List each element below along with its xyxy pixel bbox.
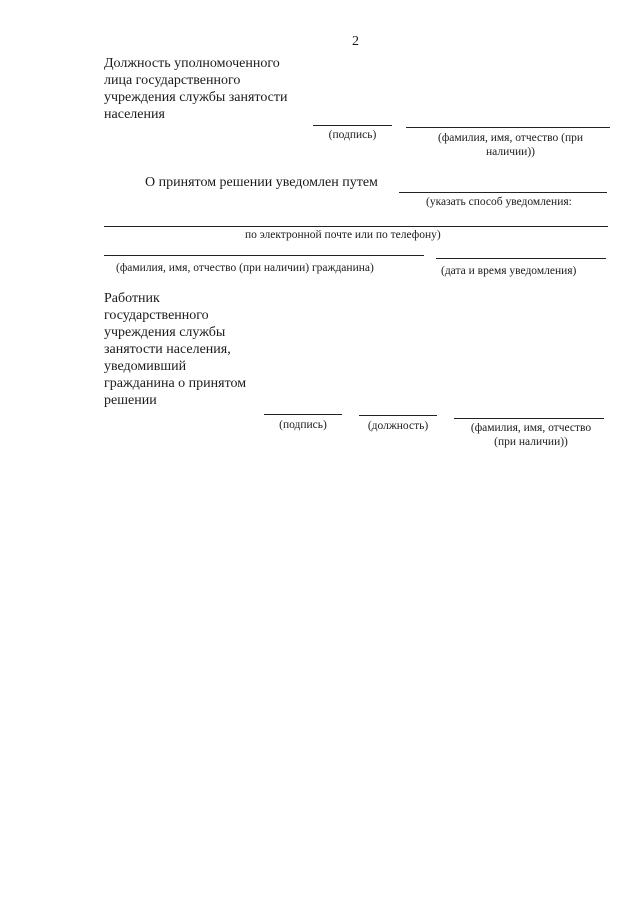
worker-position-line — [359, 415, 437, 416]
official-signature-caption: (подпись) — [328, 129, 377, 141]
worker-title-line: Работник — [104, 291, 160, 306]
official-signature-line — [313, 125, 392, 126]
official-title-line: лица государственного — [104, 73, 241, 88]
notification-statement: О принятом решении уведомлен путем — [145, 175, 378, 190]
citizen-name-caption: (фамилия, имя, отчество (при наличии) гражданина) — [116, 262, 374, 274]
notification-method-continuation-line — [104, 226, 608, 227]
worker-position-caption: (должность) — [367, 420, 429, 432]
worker-name-caption — [454, 421, 608, 449]
notification-method-line — [399, 192, 607, 193]
worker-title — [104, 290, 246, 409]
official-name-caption — [413, 131, 608, 159]
worker-signature-line — [264, 414, 342, 415]
worker-signature-caption: (подпись) — [279, 419, 327, 431]
official-title-line: населения — [104, 107, 165, 122]
notification-method-caption-continued: по электронной почте или по телефону) — [245, 229, 441, 241]
worker-name-caption-line: (фамилия, имя, отчество — [470, 422, 592, 434]
official-name-line — [406, 127, 610, 128]
notification-method-caption: (указать способ уведомления: — [426, 196, 572, 208]
official-name-caption-line: (фамилия, имя, отчество (при — [437, 132, 583, 144]
citizen-name-line — [104, 255, 424, 256]
notification-datetime-caption: (дата и время уведомления) — [441, 265, 577, 277]
official-position-title — [104, 55, 288, 123]
official-title-line: учреждения службы занятости — [104, 90, 288, 105]
worker-title-line: гражданина о принятом — [104, 376, 247, 391]
notification-datetime-line — [436, 258, 606, 259]
worker-title-line: решении — [104, 393, 157, 408]
page-number: 2 — [352, 34, 359, 49]
official-name-caption-line: наличии)) — [485, 146, 535, 158]
worker-name-line — [454, 418, 604, 419]
worker-title-line: занятости населения, — [104, 342, 231, 357]
worker-title-line: учреждения службы — [104, 325, 226, 340]
worker-title-line: государственного — [104, 308, 209, 323]
official-title-line: Должность уполномоченного — [104, 56, 280, 71]
worker-title-line: уведомивший — [104, 359, 187, 374]
worker-name-caption-line: (при наличии)) — [494, 436, 568, 448]
